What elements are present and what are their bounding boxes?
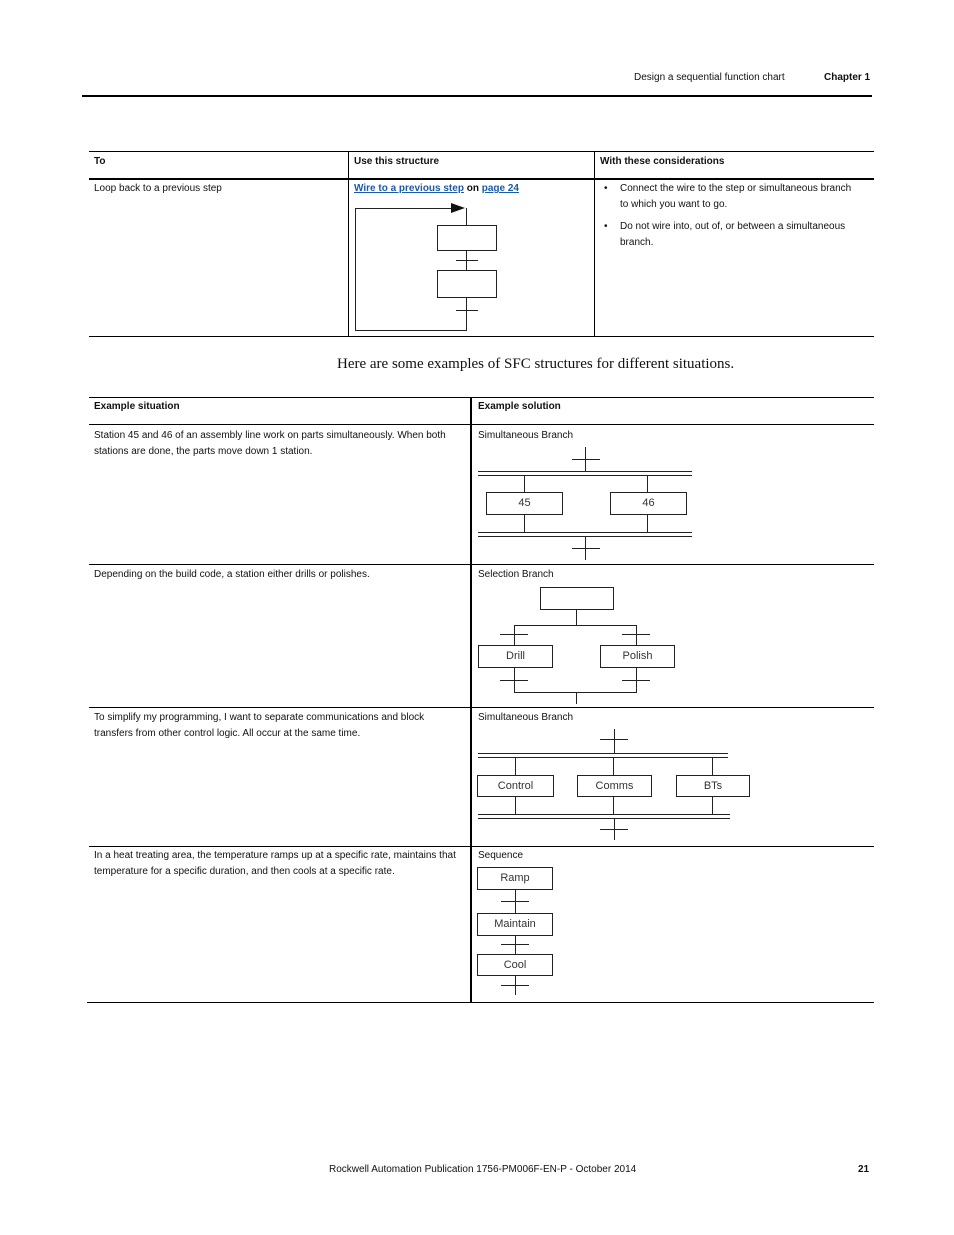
step-drill: Drill	[478, 645, 553, 668]
wire-to-previous-step-link[interactable]: Wire to a previous step	[354, 183, 464, 194]
table-row-solution: Selection Branch	[478, 569, 554, 580]
step-box	[437, 270, 497, 298]
step-45: 45	[486, 492, 563, 515]
publication-footer: Rockwell Automation Publication 1756-PM006F-EN-P - October 2014	[329, 1164, 637, 1175]
chapter-label: Chapter 1	[824, 72, 871, 83]
table1-cell-structure	[354, 181, 519, 197]
consideration-item: • Do not wire into, out of, or between a simultaneous branch.	[600, 219, 860, 251]
consideration-item: • Connect the wire to the step or simultaneous branch to which you want to go.	[600, 181, 860, 213]
step-box	[437, 225, 497, 251]
step-box	[540, 587, 614, 610]
step-comms: Comms	[577, 775, 652, 797]
step-46: 46	[610, 492, 687, 515]
table-row-situation: Depending on the build code, a station either drills or polishes.	[94, 569, 370, 580]
header-rule	[82, 95, 872, 97]
intro-text: Here are some examples of SFC structures for different situations.	[337, 356, 735, 372]
table-row-situation: Station 45 and 46 of an assembly line work on parts simultaneously. When both stations are done, the parts move down 1 station.	[94, 430, 446, 457]
section-title: Design a sequential function chart	[634, 72, 785, 83]
table1-header-considerations: With these considerations	[600, 156, 725, 167]
step-ramp: Ramp	[477, 867, 553, 890]
transition-mark	[456, 260, 478, 261]
table1-header-structure: Use this structure	[354, 156, 440, 167]
table1-cell-considerations	[600, 181, 860, 257]
table-row-situation: In a heat treating area, the temperature ramps up at a specific rate, maintains that temperature for a specific duration, and then cools at a specific rate.	[94, 850, 456, 877]
page-24-link[interactable]: page 24	[481, 183, 519, 194]
step-bts: BTs	[676, 775, 750, 797]
step-cool: Cool	[477, 954, 553, 976]
table1-cell-to: Loop back to a previous step	[94, 183, 222, 194]
table1-header-to: To	[94, 156, 106, 167]
step-polish: Polish	[600, 645, 675, 668]
table2-header-situation: Example situation	[94, 401, 180, 412]
on-text: on	[466, 183, 479, 194]
step-maintain: Maintain	[477, 913, 553, 936]
step-control: Control	[477, 775, 554, 797]
table-row-situation: To simplify my programming, I want to separate communications and block transfers from other control logic. All occur at the same time.	[94, 712, 425, 739]
table2-header-solution: Example solution	[478, 401, 561, 412]
table-row-solution: Simultaneous Branch	[478, 712, 574, 723]
table-row-solution: Simultaneous Branch	[478, 430, 574, 441]
arrowhead-icon	[451, 203, 465, 213]
transition-mark	[456, 310, 478, 311]
table-row-solution: Sequence	[478, 850, 524, 861]
page-number: 21	[858, 1164, 870, 1175]
